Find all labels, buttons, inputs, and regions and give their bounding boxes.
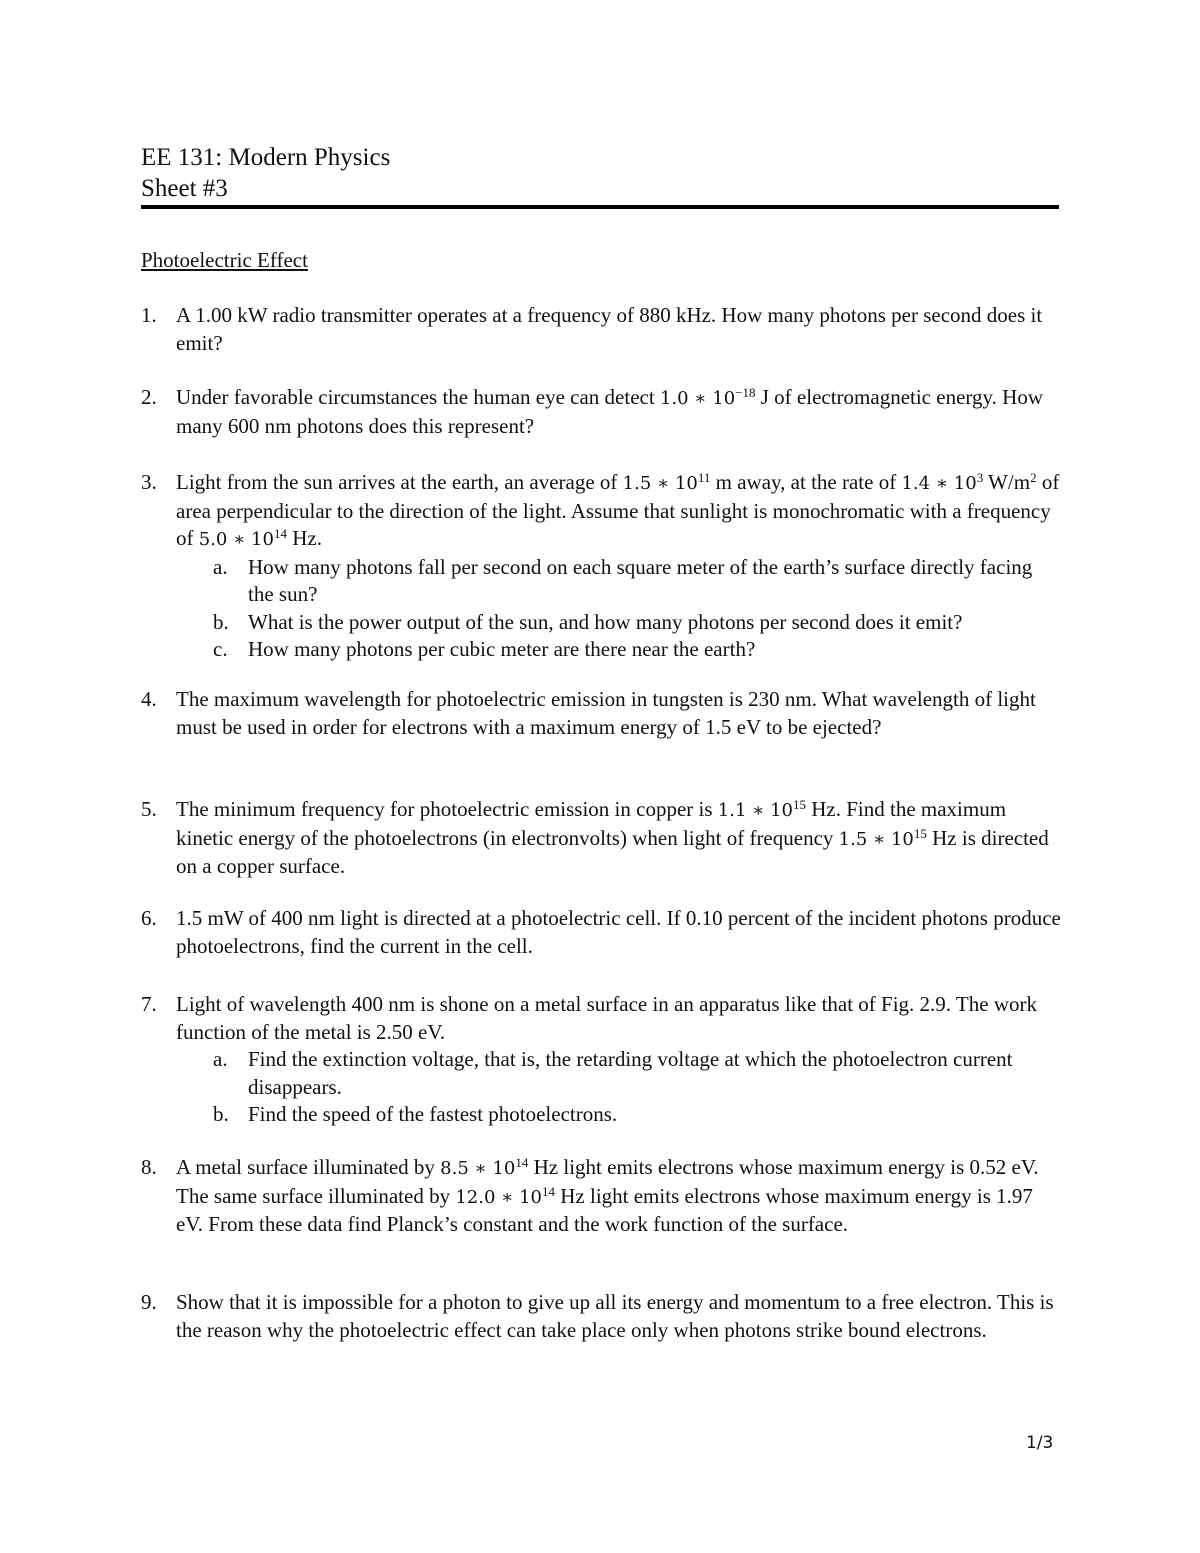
sub-question-a: a. Find the extinction voltage, that is, the retarding voltage at which the photoelectron current disappears. xyxy=(213,1047,1013,1099)
question-text: The maximum wavelength for photoelectric emission in tungsten is 230 nm. What wavelength of light must be used in order for electrons with a maximum energy of 1.5 eV to be ejected? xyxy=(176,687,1036,739)
exponent: 15 xyxy=(913,825,927,841)
question-text: 1.5 mW of 400 nm light is directed at a photoelectric cell. If 0.10 percent of the incident photons produce photoelectrons, find the current in the cell. xyxy=(176,906,1061,958)
exponent: 14 xyxy=(515,1154,529,1170)
exponent: 15 xyxy=(792,796,806,812)
question-number: 1. xyxy=(141,303,157,327)
question-9 xyxy=(141,1289,1061,1344)
sub-question-label: c. xyxy=(213,637,228,661)
math-expression: 1.5 ∗ 10 xyxy=(838,828,914,850)
sub-question-label: b. xyxy=(213,609,229,634)
question-8 xyxy=(141,1154,1061,1239)
sub-question-label: b. xyxy=(213,1102,229,1126)
question-number: 6. xyxy=(141,906,157,930)
exponent: 11 xyxy=(697,469,711,485)
math-expression: 5.0 ∗ 10 xyxy=(198,529,274,550)
header-divider xyxy=(141,205,1059,209)
sub-question-label: a. xyxy=(213,554,228,579)
sub-question-b: b. What is the power output of the sun, and how many photons per second does it emit? xyxy=(248,609,1061,637)
sub-question-list xyxy=(176,554,1061,664)
exponent: 14 xyxy=(273,525,287,541)
question-text: Light of wavelength 400 nm is shone on a metal surface in an apparatus like that of Fig. 2.9. The work function of the metal is 2.50 eV. xyxy=(176,992,1037,1044)
exponent: −18 xyxy=(735,384,756,400)
question-number: 9. xyxy=(141,1290,157,1314)
exponent: 2 xyxy=(1030,469,1037,485)
math-expression: 1.1 ∗ 10 xyxy=(717,800,793,821)
question-1 xyxy=(141,302,1061,357)
question-text: A 1.00 kW radio transmitter operates at a frequency of 880 kHz. How many photons per second does it emit? xyxy=(176,303,1043,355)
question-text: Show that it is impossible for a photon to give up all its energy and momentum to a free electron. This is the reason why the photoelectric effect can take place only when photons strike bound electrons. xyxy=(176,1290,1054,1342)
page-number: 1/3 xyxy=(1026,1433,1054,1453)
question-7 xyxy=(141,991,1061,1129)
question-number: 5. xyxy=(141,797,157,821)
question-2 xyxy=(141,384,1061,440)
sheet-number: Sheet #3 xyxy=(141,175,228,202)
question-number: 7. xyxy=(141,992,157,1016)
math-expression: 12.0 ∗ 10 xyxy=(455,1186,542,1208)
math-expression: 1.4 ∗ 10 xyxy=(901,473,977,494)
question-3 xyxy=(141,469,1061,664)
sub-question-label: a. xyxy=(213,1047,228,1071)
question-text: Light from the sun arrives at the earth, an average of 1.5 ∗ $10^{11}$ m away, at the rate of 1.4 ∗ $10^3$ $W/m^2$ of area perpendicular to the direction of the light. Assume that sunlight is monochromatic with a frequency of 5.0 ∗ $10^{14}$ Hz. xyxy=(176,469,1060,550)
question-number: 2. xyxy=(141,385,157,409)
sub-question-c: c. How many photons per cubic meter are there near the earth? xyxy=(248,636,1061,664)
question-text: Under favorable circumstances the human eye can detect 1.0 ∗ $10^{-18}$ J of electromagnetic energy. How many 600 nm photons does this represent? xyxy=(176,384,1043,438)
math-expression: 8.5 ∗ 10 xyxy=(440,1158,516,1179)
question-number: 8. xyxy=(141,1155,157,1179)
question-6 xyxy=(141,905,1061,960)
question-number: 4. xyxy=(141,687,157,711)
sub-question-b: b. Find the speed of the fastest photoelectrons. xyxy=(248,1101,1061,1129)
exponent: 14 xyxy=(542,1183,555,1199)
question-text: The minimum frequency for photoelectric emission in copper is 1.1 ∗ $10^{15}$ Hz. Find the maximum kinetic energy of the photoelectrons (in electronvolts) when light of frequency 1.5 ∗ $10^{15}$ Hz is directed on a copper surface. xyxy=(176,796,1049,878)
sub-question-a: a. How many photons fall per second on each square meter of the earth’s surface directly facing the sun? xyxy=(213,554,1033,606)
sub-question-list xyxy=(176,1046,1061,1129)
question-text: A metal surface illuminated by 8.5 ∗ $10^{14}$ Hz light emits electrons whose maximum energy is 0.52 eV. The same surface illuminated by 12.0 ∗ $10^{14}$ Hz light emits electrons whose maximum energy is 1.97 eV. From these data find Planck’s constant and the work function of the surface. xyxy=(176,1154,1039,1236)
math-expression: 1.5 ∗ 10 xyxy=(622,473,698,494)
question-number: 3. xyxy=(141,470,157,494)
exponent: 3 xyxy=(976,469,984,485)
question-5 xyxy=(141,796,1061,881)
question-4 xyxy=(141,686,1061,741)
math-expression: 1.0 ∗ 10 xyxy=(659,388,736,409)
course-title: EE 131: Modern Physics xyxy=(141,144,391,171)
section-heading: Photoelectric Effect xyxy=(141,248,308,272)
